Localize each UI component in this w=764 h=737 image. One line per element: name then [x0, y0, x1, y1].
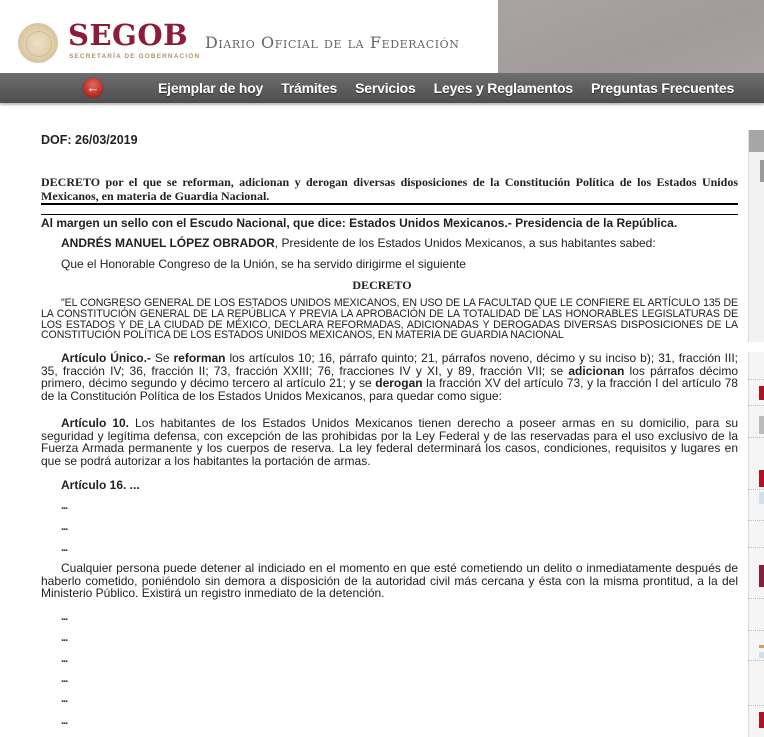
- nav-item-servicios[interactable]: Servicios: [355, 80, 416, 96]
- title-divider-thin: [41, 214, 738, 215]
- sidebar-divider: [748, 405, 764, 406]
- sidebar-item-marker[interactable]: [759, 386, 764, 400]
- sidebar-widget-scrollbar[interactable]: [760, 160, 764, 182]
- sidebar-divider: [748, 437, 764, 438]
- keyword-derogan: derogan: [375, 376, 423, 391]
- nav-menu: [158, 73, 752, 103]
- sidebar-item-marker[interactable]: [759, 416, 764, 434]
- ellipsis: ...: [61, 673, 68, 685]
- ellipsis: ...: [61, 611, 68, 623]
- text-segment: Se: [150, 351, 174, 365]
- keyword-reforman: reforman: [173, 351, 226, 365]
- articulo-16-heading: Artículo 16. ...: [61, 478, 140, 492]
- sidebar-item-marker[interactable]: [759, 565, 764, 587]
- sidebar-item-marker[interactable]: [759, 652, 764, 658]
- site-header: [0, 0, 764, 73]
- articulo-10: [41, 417, 738, 467]
- sidebar-item-marker[interactable]: [759, 492, 764, 504]
- text-segment: los párrafos décimo primero, décimo segundo y décimo tercero al artículo 21; y se: [41, 363, 739, 391]
- sidebar-item-marker[interactable]: [759, 645, 764, 648]
- articulo-10-label: Artículo 10.: [61, 416, 130, 430]
- sidebar-divider: [748, 630, 764, 631]
- ellipsis: ...: [61, 715, 68, 727]
- preamble: "EL CONGRESO GENERAL DE LOS ESTADOS UNIDOS MEXICANOS, EN USO DE LA FACULTAD QUE LE CONFIERE EL ARTÍCULO 135 DE LA CONSTITUCIÓN GENERAL DE LA REPÚBLICA Y PREVIA LA APROBACIÓN DE LA TOTALIDAD DE LAS HONORABLES LEGISLATURAS DE LOS ESTADOS Y DE LA CIUDAD DE MÉXICO, DECLARA REFORMADAS, ADICIONADAS Y DEROGADAS DIVERSAS DISPOSICIONES DE LA CONSTITUCIÓN POLÍTICA DE LOS ESTADOS UNIDOS MEXICANOS, EN MATERIA DE GUARDIA NACIONAL: [41, 297, 738, 342]
- articulo-16-label: [41, 479, 738, 492]
- articulo-unico: [41, 352, 738, 402]
- text-segment: los artículos 10; 16, párrafo quinto; 21, párrafos noveno, décimo y su inciso b); 31, fracción III; 35, fracción IV; 36, fracción II; 73, fracción XXIII; 76, fracciones IV y XI, y 89, fracción VII; se: [41, 351, 738, 378]
- nav-item-tramites[interactable]: Trámites: [281, 80, 338, 96]
- ellipsis: ...: [61, 542, 68, 554]
- sidebar-divider: [748, 520, 764, 521]
- sidebar-list: [748, 352, 764, 737]
- sidebar-divider: [748, 598, 764, 599]
- keyword-adicionan: adicionan: [568, 363, 625, 378]
- ellipsis: ...: [61, 500, 68, 512]
- nav-item-leyes-y-reglamentos[interactable]: Leyes y Reglamentos: [433, 80, 573, 96]
- sidebar-item-marker[interactable]: [759, 712, 764, 728]
- decree-title: DECRETO por el que se reforman, adicionan y derogan diversas disposiciones de la Constitución Política de los Estados Unidos Mexicanos, en materia de Guardia Nacional.: [41, 175, 738, 203]
- segob-logo-text[interactable]: SEGOB: [68, 18, 189, 52]
- ellipsis: ...: [61, 521, 68, 533]
- arrow-left-icon: ←: [86, 80, 100, 95]
- national-seal-logo: [18, 23, 58, 63]
- sidebar-widget-header: [749, 130, 764, 152]
- president-text: , Presidente de los Estados Unidos Mexicanos, a sus habitantes sabed:: [274, 236, 656, 250]
- president-line: [41, 237, 738, 250]
- articulo-unico-label: Artículo Único.-: [61, 351, 151, 365]
- sidebar-divider: [748, 705, 764, 706]
- decreto-heading: DECRETO: [352, 278, 412, 292]
- articulo-10-text: Los habitantes de los Estados Unidos Mexicanos tienen derecho a poseer armas en su domicilio, para su seguridad y legítima defensa, con excepción de las prohibidas por la Ley Federal y de las reservadas para el uso exclusivo de la Fuerza Armada permanente y los cuerpos de reserva. La ley federal determinará los casos, condiciones, requisitos y lugares en que se podrá autorizar a los habitantes la portación de armas.: [41, 416, 738, 468]
- ellipsis: ...: [61, 632, 68, 644]
- segob-subtitle: SECRETARÍA DE GOBERNACION: [69, 53, 201, 60]
- nav-item-ejemplar-de-hoy[interactable]: Ejemplar de hoy: [158, 80, 264, 96]
- sidebar-divider: [748, 547, 764, 548]
- text-segment: la fracción XV del artículo 73, y la fracción I del artículo 78 de la Constitución Política de los Estados Unidos Mexicanos, para quedar como sigue:: [41, 376, 738, 403]
- site-title[interactable]: Diario Oficial de la Federación: [205, 33, 460, 52]
- sidebar-divider: [748, 379, 764, 380]
- ellipsis: ...: [61, 653, 68, 665]
- nav-item-preguntas-frecuentes[interactable]: Preguntas Frecuentes: [591, 80, 735, 96]
- congress-line: Que el Honorable Congreso de la Unión, se ha servido dirigirme el siguiente: [61, 257, 466, 271]
- paragraph-detencion: Cualquier persona puede detener al indiciado en el momento en que esté cometiendo un delito o inmediatamente después de haberlo cometido, poniéndolo sin demora a disposición de la autoridad civil más cercana y ésta con la misma prontitud, a la del Ministerio Público. Existirá un registro inmediato de la detención.: [41, 561, 738, 601]
- sidebar-divider: [748, 660, 764, 661]
- title-divider: [41, 203, 738, 205]
- header-banner: [498, 0, 764, 73]
- margin-note: Al margen un sello con el Escudo Nacional, que dice: Estados Unidos Mexicanos.- Presidencia de la República.: [41, 216, 678, 230]
- back-button[interactable]: [83, 78, 103, 98]
- sidebar-item-marker[interactable]: [759, 470, 764, 487]
- dof-date: DOF: 26/03/2019: [41, 133, 138, 147]
- ellipsis: ...: [61, 693, 68, 705]
- sidebar-divider: [748, 489, 764, 490]
- president-name: ANDRÉS MANUEL LÓPEZ OBRADOR: [61, 236, 275, 250]
- main-nav: [0, 73, 764, 103]
